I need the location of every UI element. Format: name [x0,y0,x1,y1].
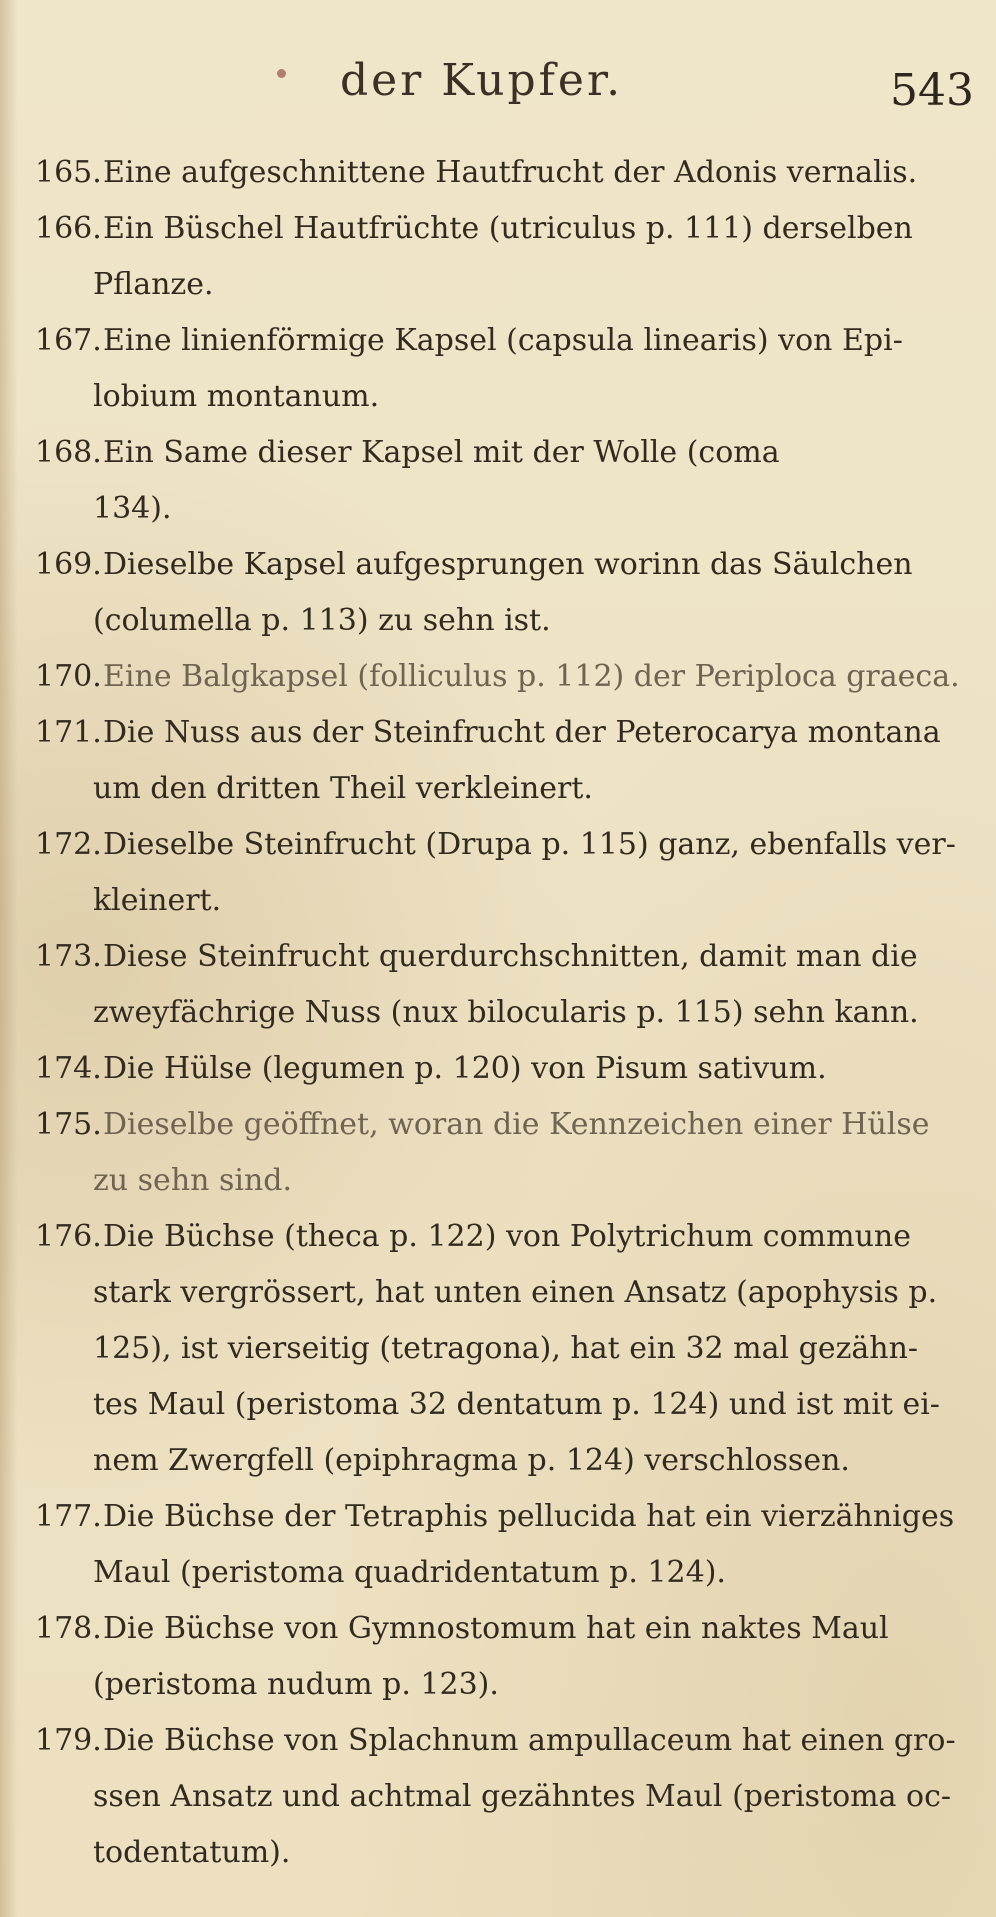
entry-179 [0,1713,996,1881]
entry-text: um den dritten Theil verkleinert. [93,771,593,806]
entry-text: 134). [93,491,172,526]
entry-text: (peristoma nudum p. 123). [93,1667,499,1702]
entry-text: Die Büchse der Tetraphis pellucida hat ein vierzähniges [103,1499,955,1534]
entry-number: 165. [35,155,102,190]
entry-text: Eine linienförmige Kapsel (capsula linearis) von Epi- [103,323,903,358]
entry-174 [0,1041,996,1097]
entry-text: Die Büchse (theca p. 122) von Polytrichum commune [103,1219,911,1254]
entry-text: Die Nuss aus der Steinfrucht der Peterocarya montana [103,715,941,750]
entry-text: todentatum). [93,1835,291,1870]
entry-number: 172. [35,827,102,862]
entry-text: Die Büchse von Gymnostomum hat ein naktes Maul [103,1611,889,1646]
entry-166 [0,201,996,313]
entry-text: tes Maul (peristoma 32 dentatum p. 124) und ist mit ei- [93,1387,940,1422]
entry-text: lobium montanum. [93,379,380,414]
entry-text: Die Hülse (legumen p. 120) von Pisum sativum. [103,1051,827,1086]
entry-168 [0,425,996,537]
entry-text: Die Büchse von Splachnum ampullaceum hat einen gro- [103,1723,956,1758]
entry-text: Eine aufgeschnittene Hautfrucht der Adonis vernalis. [103,155,918,190]
entry-number: 178. [35,1611,102,1646]
entry-165 [0,145,996,201]
entry-number: 168. [35,435,102,470]
entry-172 [0,817,996,929]
ink-dot-mark [277,69,286,78]
page-header [0,55,996,115]
entry-text: Dieselbe geöffnet, woran die Kennzeichen einer Hülse [103,1107,930,1142]
entry-169 [0,537,996,649]
running-head: der Kupfer. [340,55,624,106]
entry-text: zweyfächrige Nuss (nux bilocularis p. 115) sehn kann. [93,995,919,1030]
entry-167 [0,313,996,425]
entry-number: 177. [35,1499,102,1534]
entry-175 [0,1097,996,1209]
entry-text: Diese Steinfrucht querdurchschnitten, damit man die [103,939,918,974]
entry-number: 169. [35,547,102,582]
entry-177 [0,1489,996,1601]
entry-number: 174. [35,1051,102,1086]
entry-178 [0,1601,996,1713]
entry-text: zu sehn sind. [93,1163,293,1198]
entry-number: 170. [35,659,102,694]
entry-text: nem Zwergfell (epiphragma p. 124) verschlossen. [93,1443,850,1478]
entry-text: Dieselbe Steinfrucht (Drupa p. 115) ganz, ebenfalls ver- [103,827,956,862]
entry-text: stark vergrössert, hat unten einen Ansatz (apophysis p. [93,1275,938,1310]
entry-number: 179. [35,1723,102,1758]
entry-text: Maul (peristoma quadridentatum p. 124). [93,1555,726,1590]
entry-text: (columella p. 113) zu sehn ist. [93,603,551,638]
entry-text: 125), ist vierseitig (tetragona), hat ein 32 mal gezähn- [93,1331,919,1366]
entry-number: 176. [35,1219,102,1254]
entry-number: 171. [35,715,102,750]
entry-text: Eine Balgkapsel (folliculus p. 112) der Periploca graeca. [103,659,960,694]
entry-number: 167. [35,323,102,358]
entry-171 [0,705,996,817]
entry-text: Pflanze. [93,267,214,302]
page-number: 543 [890,65,974,116]
entry-text: ssen Ansatz und achtmal gezähntes Maul (peristoma oc- [93,1779,952,1814]
entry-text: kleinert. [93,883,222,918]
entry-text: Ein Same dieser Kapsel mit der Wolle (coma [103,435,780,470]
entry-text: Dieselbe Kapsel aufgesprungen worinn das Säulchen [103,547,913,582]
entry-number: 175. [35,1107,102,1142]
entry-text: Ein Büschel Hautfrüchte (utriculus p. 111) derselben [103,211,913,246]
entry-173 [0,929,996,1041]
entry-176 [0,1209,996,1489]
entry-170 [0,649,996,705]
entry-number: 166. [35,211,102,246]
entry-number: 173. [35,939,102,974]
plate-explanation-list [0,145,996,1881]
